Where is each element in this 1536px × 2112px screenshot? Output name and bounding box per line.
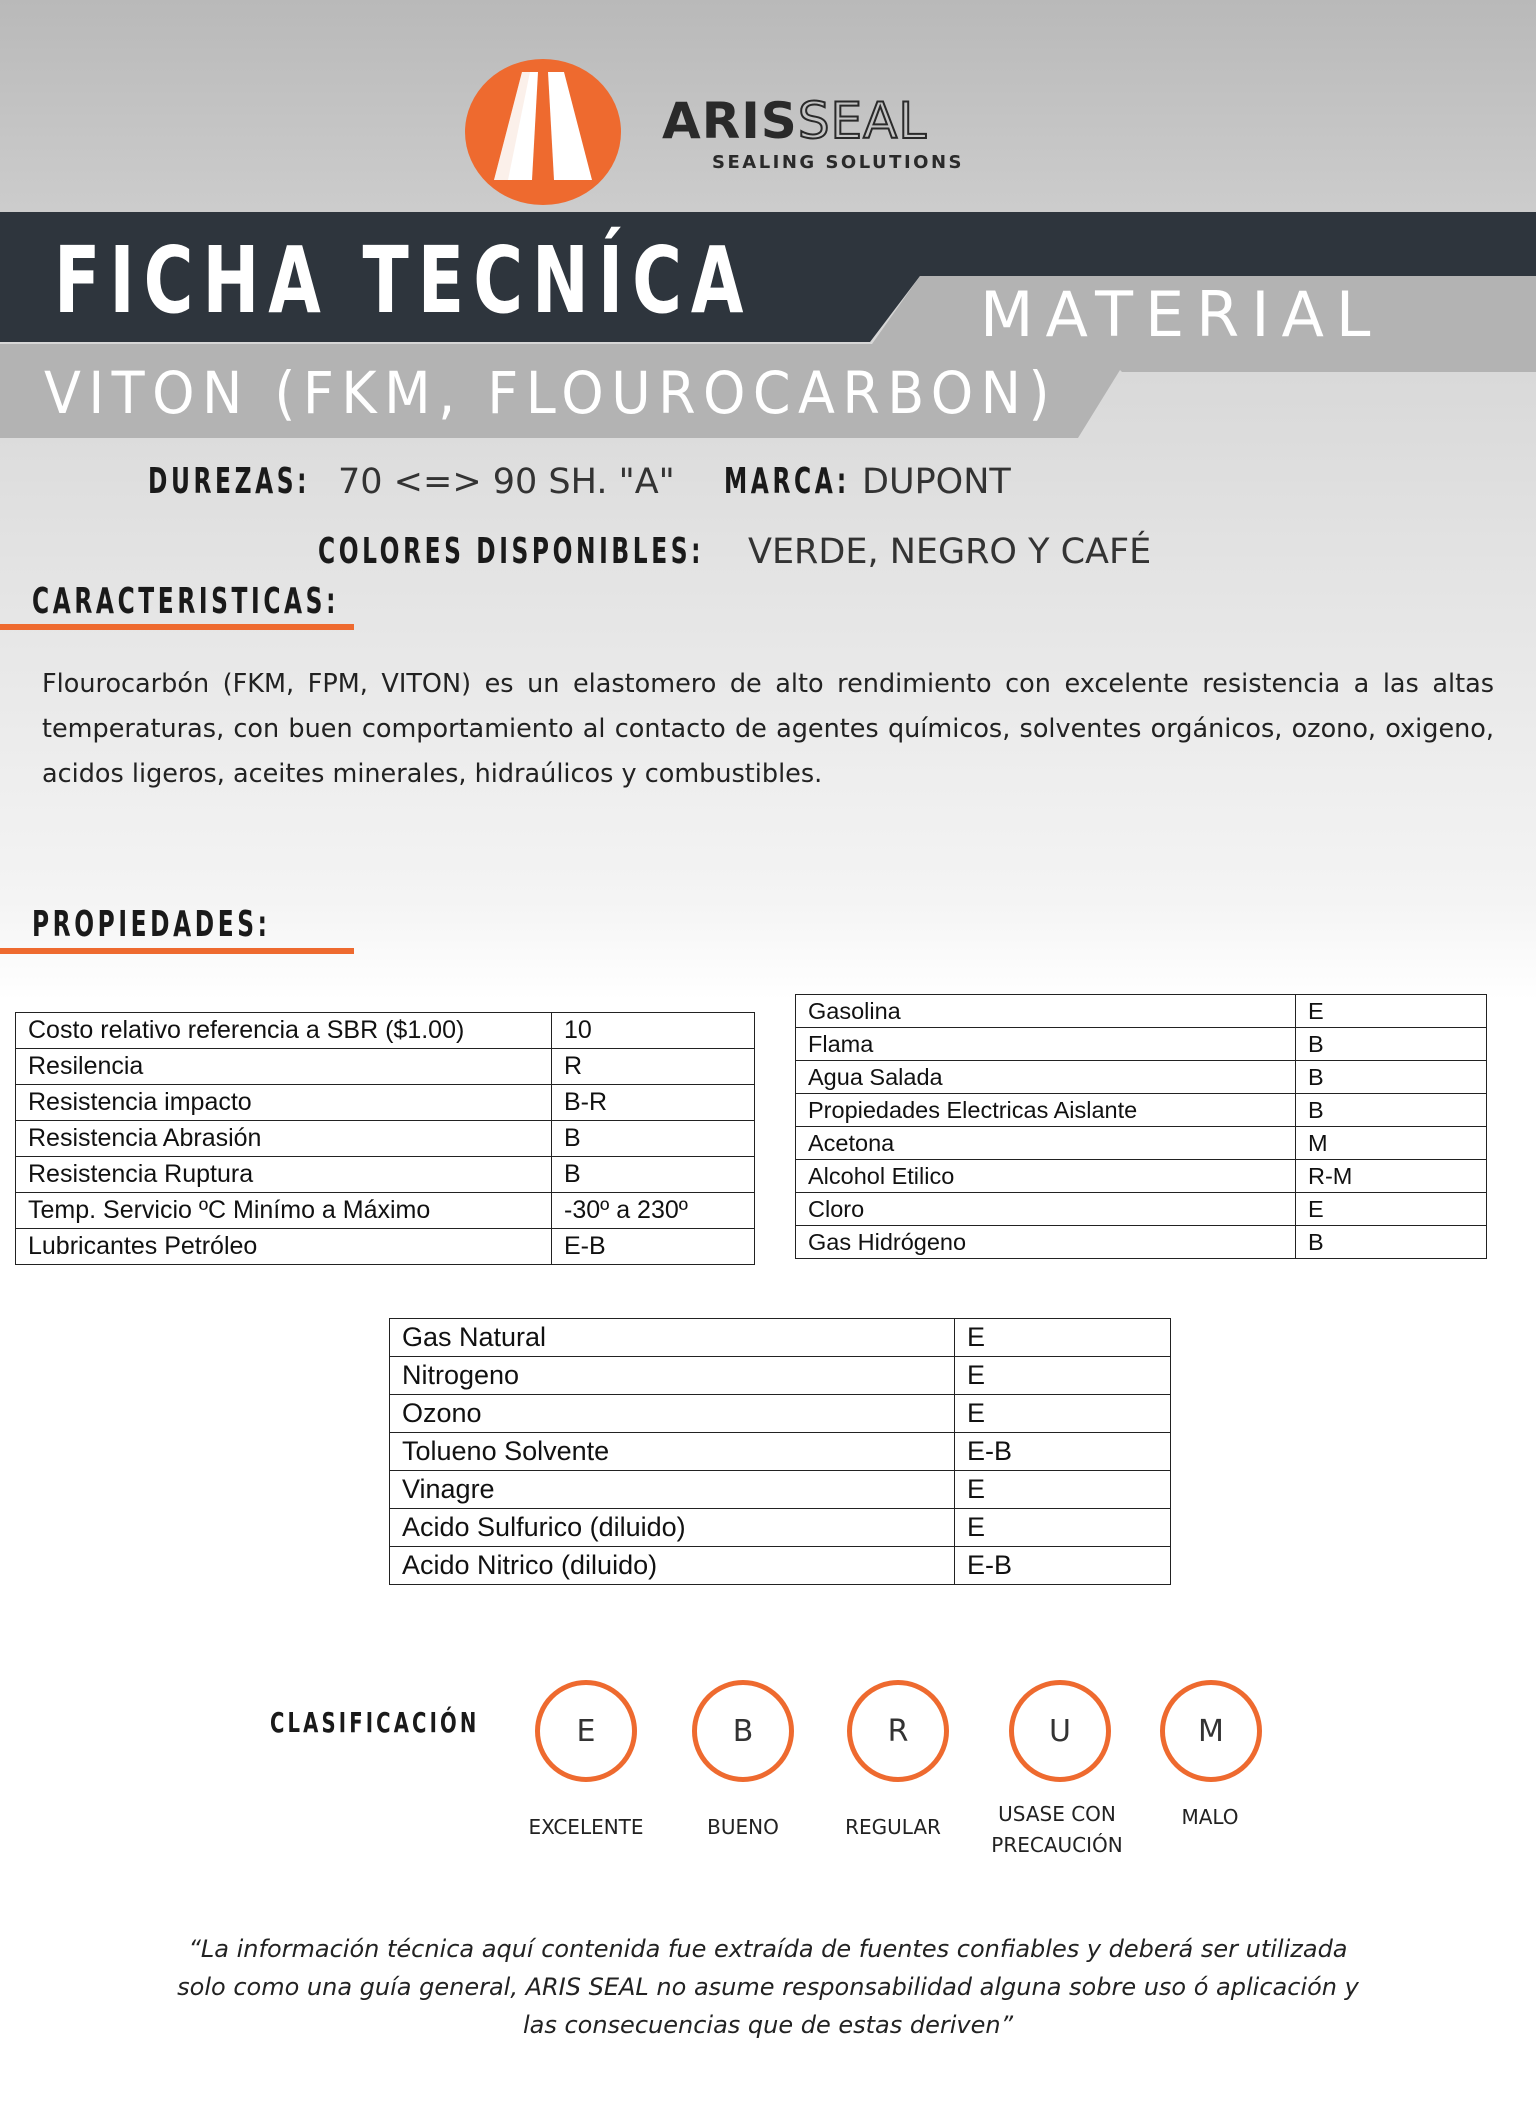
property-name: Agua Salada bbox=[796, 1061, 1296, 1094]
property-name: Gasolina bbox=[796, 995, 1296, 1028]
clasificacion-title: CLASIFICACIÓN bbox=[270, 1706, 480, 1739]
property-name: Resilencia bbox=[16, 1049, 552, 1085]
property-name: Flama bbox=[796, 1028, 1296, 1061]
property-name: Nitrogeno bbox=[390, 1357, 955, 1395]
property-name: Lubricantes Petróleo bbox=[16, 1229, 552, 1265]
property-value: B bbox=[1296, 1028, 1487, 1061]
property-name: Cloro bbox=[796, 1193, 1296, 1226]
properties-table-1 bbox=[15, 1012, 755, 1265]
table-row bbox=[16, 1085, 755, 1121]
durezas-label: DUREZAS: bbox=[148, 461, 311, 502]
property-name: Propiedades Electricas Aislante bbox=[796, 1094, 1296, 1127]
caracteristicas-underline bbox=[0, 624, 354, 630]
property-value: B bbox=[552, 1121, 755, 1157]
property-value: -30º a 230º bbox=[552, 1193, 755, 1229]
rating-u-label: USASE CON PRECAUCIÓN bbox=[991, 1802, 1123, 1857]
property-value: E-B bbox=[955, 1547, 1171, 1585]
table-row bbox=[16, 1013, 755, 1049]
property-value: E bbox=[955, 1395, 1171, 1433]
marca-label: MARCA: bbox=[724, 461, 850, 502]
rating-e-label: EXCELENTE bbox=[528, 1815, 644, 1839]
property-name: Costo relativo referencia a SBR ($1.00) bbox=[16, 1013, 552, 1049]
table-row bbox=[796, 1193, 1487, 1226]
material-name: VITON (FKM, FLOUROCARBON) bbox=[44, 359, 1057, 427]
property-name: Acido Sulfurico (diluido) bbox=[390, 1509, 955, 1547]
property-value: B bbox=[1296, 1061, 1487, 1094]
property-value: R bbox=[552, 1049, 755, 1085]
table-row bbox=[796, 1094, 1487, 1127]
table-row bbox=[390, 1319, 1171, 1357]
propiedades-title: PROPIEDADES: bbox=[32, 904, 271, 945]
property-value: B bbox=[1296, 1226, 1487, 1259]
property-name: Gas Natural bbox=[390, 1319, 955, 1357]
table-row bbox=[796, 1028, 1487, 1061]
marca-value: DUPONT bbox=[862, 462, 1011, 502]
properties-table-3 bbox=[389, 1318, 1171, 1585]
table-row bbox=[796, 1226, 1487, 1259]
rating-b-label: BUENO bbox=[707, 1815, 779, 1839]
property-name: Temp. Servicio ºC Minímo a Máximo bbox=[16, 1193, 552, 1229]
brand-name-outline: SEAL bbox=[797, 92, 928, 150]
property-value: R-M bbox=[1296, 1160, 1487, 1193]
property-value: E bbox=[955, 1471, 1171, 1509]
property-name: Tolueno Solvente bbox=[390, 1433, 955, 1471]
property-value: M bbox=[1296, 1127, 1487, 1160]
property-name: Acetona bbox=[796, 1127, 1296, 1160]
table-row bbox=[796, 1127, 1487, 1160]
table-row bbox=[16, 1121, 755, 1157]
property-name: Ozono bbox=[390, 1395, 955, 1433]
rating-r-circle: R bbox=[847, 1680, 949, 1782]
rating-e-circle: E bbox=[535, 1680, 637, 1782]
property-value: E-B bbox=[552, 1229, 755, 1265]
property-name: Alcohol Etilico bbox=[796, 1160, 1296, 1193]
property-name: Vinagre bbox=[390, 1471, 955, 1509]
table-row bbox=[390, 1357, 1171, 1395]
property-value: 10 bbox=[552, 1013, 755, 1049]
rating-b-circle: B bbox=[692, 1680, 794, 1782]
brand-name bbox=[662, 92, 1002, 150]
property-value: E bbox=[1296, 995, 1487, 1028]
colores-label: COLORES DISPONIBLES: bbox=[318, 531, 705, 572]
property-name: Resistencia Abrasión bbox=[16, 1121, 552, 1157]
property-value: E-B bbox=[955, 1433, 1171, 1471]
brand-name-solid: ARIS bbox=[662, 92, 798, 150]
table-row bbox=[16, 1049, 755, 1085]
property-value: E bbox=[1296, 1193, 1487, 1226]
property-value: E bbox=[955, 1319, 1171, 1357]
property-name: Gas Hidrógeno bbox=[796, 1226, 1296, 1259]
property-value: B bbox=[1296, 1094, 1487, 1127]
table-row bbox=[796, 1061, 1487, 1094]
properties-table-2 bbox=[795, 994, 1487, 1259]
property-name: Resistencia impacto bbox=[16, 1085, 552, 1121]
caracteristicas-text: Flourocarbón (FKM, FPM, VITON) es un elastomero de alto rendimiento con excelente resistencia a las altas temperaturas, con buen comportamiento al contacto de agentes químicos, solventes orgánicos, ozono, oxigeno, acidos ligeros, aceites minerales, hidraúlicos y combustibles. bbox=[42, 669, 1494, 789]
table-row bbox=[390, 1433, 1171, 1471]
rating-u-circle: U bbox=[1009, 1680, 1111, 1782]
material-tag: MATERIAL bbox=[980, 278, 1383, 351]
table-row bbox=[390, 1509, 1171, 1547]
rating-m-label: MALO bbox=[1181, 1805, 1239, 1829]
table-row bbox=[16, 1157, 755, 1193]
aris-seal-logo-icon bbox=[464, 58, 622, 206]
caracteristicas-title: CARACTERISTICAS: bbox=[32, 581, 340, 622]
table-row bbox=[796, 995, 1487, 1028]
disclaimer-text: “La información técnica aquí contenida fue extraída de fuentes confiables y deberá ser utilizada solo como una guía general, ARIS SEAL no asume responsabilidad alguna sobre uso ó aplicación y las consecuencias que de estas deriven” bbox=[177, 1935, 1359, 2039]
table-row bbox=[16, 1193, 755, 1229]
table-row bbox=[390, 1395, 1171, 1433]
table-row bbox=[796, 1160, 1487, 1193]
property-value: E bbox=[955, 1509, 1171, 1547]
colores-value: VERDE, NEGRO Y CAFÉ bbox=[748, 532, 1152, 572]
page-title: FICHA TECNÍCA bbox=[54, 227, 753, 334]
propiedades-underline bbox=[0, 948, 354, 954]
rating-r-label: REGULAR bbox=[845, 1815, 941, 1839]
property-value: B-R bbox=[552, 1085, 755, 1121]
property-name: Acido Nitrico (diluido) bbox=[390, 1547, 955, 1585]
table-row bbox=[390, 1547, 1171, 1585]
property-value: B bbox=[552, 1157, 755, 1193]
rating-m-circle: M bbox=[1160, 1680, 1262, 1782]
table-row bbox=[390, 1471, 1171, 1509]
brand-tagline: SEALING SOLUTIONS bbox=[712, 152, 964, 173]
durezas-value: 70 <=> 90 SH. "A" bbox=[338, 462, 675, 502]
property-name: Resistencia Ruptura bbox=[16, 1157, 552, 1193]
property-value: E bbox=[955, 1357, 1171, 1395]
brand-wordmark bbox=[662, 92, 1002, 173]
table-row bbox=[16, 1229, 755, 1265]
